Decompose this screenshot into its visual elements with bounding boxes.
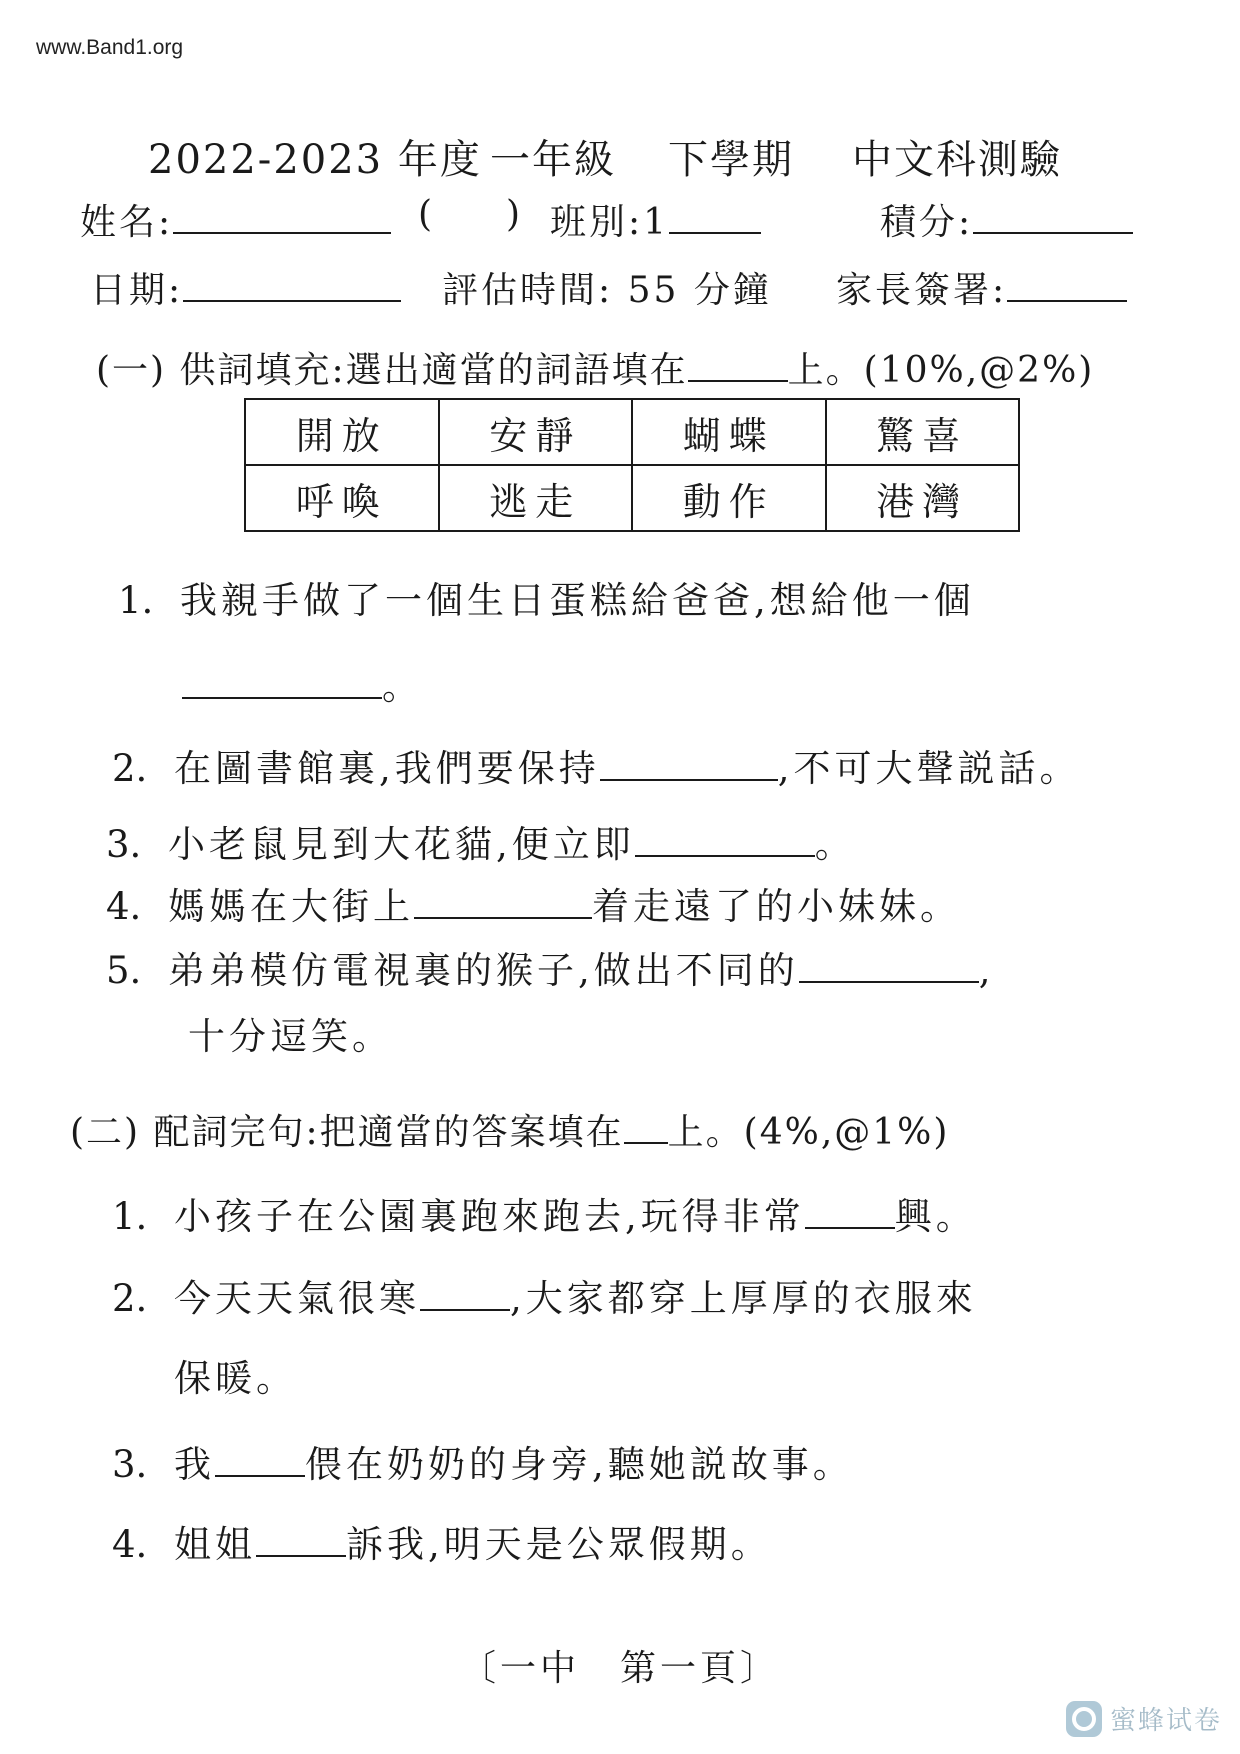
class-row [550,194,761,245]
s2-question-2 [112,1268,977,1322]
date-row [90,262,401,313]
question-number: 3. [106,823,142,866]
brand-watermark [1066,1700,1222,1737]
score-row [880,194,1133,245]
name-label: 姓名: [80,202,174,243]
word-cell: 驚喜 [826,399,1020,465]
assessment-time: 評估時間: 55 分鐘 [442,270,772,311]
word-bank-table [244,398,1020,532]
question-text: 興。 [894,1195,977,1238]
date-label: 日期: [90,270,184,311]
class-label: 班別:1 [550,202,670,243]
s1-question-3 [106,814,856,868]
s2-question-3 [112,1434,854,1488]
word-cell: 港灣 [826,465,1020,531]
signature-label: 家長簽署: [836,270,1008,311]
answer-blank[interactable] [256,1525,346,1557]
question-number: 4. [106,885,142,928]
date-field[interactable] [183,268,401,302]
question-number: 2. [112,1277,148,1320]
question-text: 着走遠了的小妹妹。 [592,885,961,928]
question-number: 2. [112,747,148,790]
paren-close: ) [506,194,524,235]
brand-text: 蜜蜂试卷 [1109,1706,1222,1736]
s1-question-1-answer [182,656,423,710]
question-number: 1. [118,579,154,622]
question-number: 4. [112,1523,148,1566]
question-text: 訴我,明天是公眾假期。 [346,1523,772,1566]
exam-term: 下學期 [668,137,794,183]
question-number: 3. [112,1443,148,1486]
answer-blank[interactable] [799,951,979,983]
s2-question-2-cont: 保暖。 [174,1357,297,1400]
question-text: 小老鼠見到大花貓,便立即 [168,823,635,866]
answer-blank[interactable] [635,825,815,857]
word-cell: 呼喚 [245,465,439,531]
s1-question-5-cont: 十分逗笑。 [188,1015,393,1058]
section1-heading-score: 上。(10%,@2%) [787,350,1095,391]
score-label: 積分: [880,202,974,243]
s1-question-4 [106,876,961,930]
section1-heading [96,342,1094,393]
section2-heading-text: (二) 配詞完句:把適當的答案填在 [70,1112,624,1153]
question-text: 弟弟模仿電視裏的猴子,做出不同的 [168,949,799,992]
paren-open: ( [418,194,436,235]
question-text: 偎在奶奶的身旁,聽她説故事。 [305,1443,854,1486]
section2-heading-score: 上。(4%,@1%) [667,1112,950,1153]
exam-subject: 中文科測驗 [852,137,1062,183]
section1-heading-text: (一) 供詞填充:選出適當的詞語填在 [96,350,688,391]
heading-blank [624,1112,668,1144]
word-bank-row [245,465,1019,531]
question-text: 我 [174,1443,215,1486]
page-footer: 〔一中 第一頁〕 [459,1648,780,1689]
s1-question-2 [112,738,1081,792]
answer-blank[interactable] [215,1445,305,1477]
heading-blank [688,350,788,382]
question-number: 1. [112,1195,148,1238]
answer-blank[interactable] [805,1197,895,1229]
word-bank-row [245,399,1019,465]
s1-question-5 [106,940,995,994]
name-row [80,194,391,245]
word-cell: 蝴蝶 [632,399,826,465]
answer-blank[interactable] [420,1279,510,1311]
question-text: 我親手做了一個生日蛋糕給爸爸,想給他一個 [180,579,975,622]
answer-blank[interactable] [414,887,592,919]
class-field[interactable] [669,200,761,234]
question-text: ,不可大聲説話。 [777,747,1081,790]
exam-grade: 一年級 [490,137,616,183]
score-field[interactable] [973,200,1133,234]
question-text: 在圖書館裏,我們要保持 [174,747,600,790]
word-cell: 開放 [245,399,439,465]
signature-row [836,262,1127,313]
question-text: , [978,949,995,992]
s2-question-1 [112,1186,977,1240]
section2-heading [70,1104,949,1155]
question-text: ,大家都穿上厚厚的衣服來 [510,1277,977,1320]
question-number: 5. [106,949,142,992]
word-cell: 逃走 [439,465,633,531]
question-end: 。 [382,665,423,708]
word-cell: 動作 [632,465,826,531]
answer-blank[interactable] [600,749,778,781]
question-text: 。 [814,823,856,866]
question-text: 今天天氣很寒 [174,1277,420,1320]
site-watermark: www.Band1.org [36,36,184,59]
question-text: 姐姐 [174,1523,256,1566]
s1-question-1 [118,570,975,624]
question-text: 媽媽在大街上 [168,885,414,928]
signature-field[interactable] [1007,268,1127,302]
name-field[interactable] [173,200,391,234]
s2-question-4 [112,1514,772,1568]
word-cell: 安靜 [439,399,633,465]
exam-year: 2022-2023 年度 [148,137,482,183]
bee-logo-icon [1066,1701,1102,1737]
question-text: 小孩子在公園裏跑來跑去,玩得非常 [174,1195,805,1238]
answer-blank[interactable] [182,667,382,699]
